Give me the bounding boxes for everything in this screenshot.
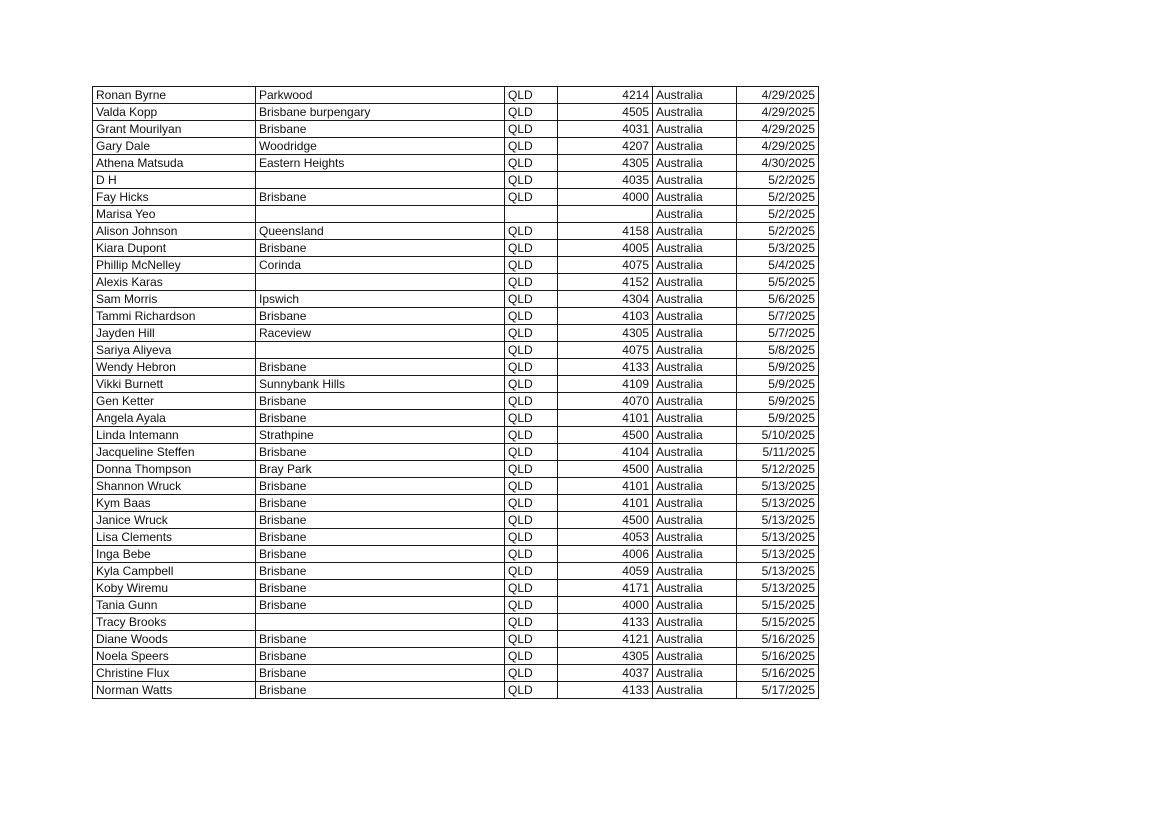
- state-cell: QLD: [505, 563, 558, 580]
- city-cell: Brisbane: [256, 121, 505, 138]
- name-cell: Janice Wruck: [93, 512, 256, 529]
- name-cell: Sariya Aliyeva: [93, 342, 256, 359]
- country-cell: Australia: [653, 325, 737, 342]
- state-cell: QLD: [505, 138, 558, 155]
- city-cell: Brisbane: [256, 529, 505, 546]
- name-cell: Marisa Yeo: [93, 206, 256, 223]
- table-row: [93, 512, 819, 529]
- table-row: [93, 104, 819, 121]
- table-row: [93, 597, 819, 614]
- table-row: [93, 614, 819, 631]
- date-cell: 5/16/2025: [737, 631, 819, 648]
- country-cell: Australia: [653, 189, 737, 206]
- postcode-cell: 4214: [558, 87, 653, 104]
- table-row: [93, 682, 819, 699]
- city-cell: Brisbane: [256, 665, 505, 682]
- country-cell: Australia: [653, 580, 737, 597]
- city-cell: Parkwood: [256, 87, 505, 104]
- city-cell: Brisbane: [256, 393, 505, 410]
- name-cell: Athena Matsuda: [93, 155, 256, 172]
- date-cell: 5/2/2025: [737, 189, 819, 206]
- country-cell: Australia: [653, 291, 737, 308]
- name-cell: Koby Wiremu: [93, 580, 256, 597]
- table-row: [93, 665, 819, 682]
- table-row: [93, 325, 819, 342]
- city-cell: [256, 172, 505, 189]
- table-row: [93, 87, 819, 104]
- name-cell: Linda Intemann: [93, 427, 256, 444]
- state-cell: QLD: [505, 342, 558, 359]
- postcode-cell: 4133: [558, 682, 653, 699]
- country-cell: Australia: [653, 240, 737, 257]
- postcode-cell: 4035: [558, 172, 653, 189]
- state-cell: QLD: [505, 648, 558, 665]
- table-row: [93, 427, 819, 444]
- postcode-cell: 4133: [558, 359, 653, 376]
- postcode-cell: 4053: [558, 529, 653, 546]
- postcode-cell: 4031: [558, 121, 653, 138]
- city-cell: Brisbane: [256, 563, 505, 580]
- table-row: [93, 529, 819, 546]
- city-cell: [256, 206, 505, 223]
- date-cell: 4/29/2025: [737, 87, 819, 104]
- name-cell: Angela Ayala: [93, 410, 256, 427]
- table-row: [93, 240, 819, 257]
- table-row: [93, 308, 819, 325]
- table-body: [93, 87, 819, 699]
- city-cell: Queensland: [256, 223, 505, 240]
- state-cell: QLD: [505, 257, 558, 274]
- date-cell: 5/11/2025: [737, 444, 819, 461]
- table-row: [93, 410, 819, 427]
- name-cell: Kyla Campbell: [93, 563, 256, 580]
- country-cell: Australia: [653, 597, 737, 614]
- name-cell: Kiara Dupont: [93, 240, 256, 257]
- name-cell: D H: [93, 172, 256, 189]
- postcode-cell: 4133: [558, 614, 653, 631]
- name-cell: Noela Speers: [93, 648, 256, 665]
- country-cell: Australia: [653, 274, 737, 291]
- city-cell: Ipswich: [256, 291, 505, 308]
- date-cell: 4/29/2025: [737, 104, 819, 121]
- city-cell: Woodridge: [256, 138, 505, 155]
- city-cell: Eastern Heights: [256, 155, 505, 172]
- date-cell: 5/13/2025: [737, 478, 819, 495]
- date-cell: 5/15/2025: [737, 614, 819, 631]
- postcode-cell: [558, 206, 653, 223]
- postcode-cell: 4101: [558, 478, 653, 495]
- registrant-table: [92, 86, 819, 699]
- country-cell: Australia: [653, 121, 737, 138]
- city-cell: Brisbane: [256, 631, 505, 648]
- city-cell: Brisbane: [256, 597, 505, 614]
- table-row: [93, 206, 819, 223]
- name-cell: Lisa Clements: [93, 529, 256, 546]
- state-cell: QLD: [505, 495, 558, 512]
- table-row: [93, 359, 819, 376]
- date-cell: 5/16/2025: [737, 648, 819, 665]
- table-row: [93, 546, 819, 563]
- state-cell: QLD: [505, 325, 558, 342]
- state-cell: QLD: [505, 87, 558, 104]
- state-cell: QLD: [505, 427, 558, 444]
- table-row: [93, 444, 819, 461]
- date-cell: 5/12/2025: [737, 461, 819, 478]
- table-row: [93, 274, 819, 291]
- city-cell: Brisbane: [256, 495, 505, 512]
- name-cell: Shannon Wruck: [93, 478, 256, 495]
- date-cell: 4/29/2025: [737, 121, 819, 138]
- date-cell: 4/30/2025: [737, 155, 819, 172]
- name-cell: Grant Mourilyan: [93, 121, 256, 138]
- city-cell: Brisbane: [256, 444, 505, 461]
- name-cell: Donna Thompson: [93, 461, 256, 478]
- city-cell: Bray Park: [256, 461, 505, 478]
- table-row: [93, 138, 819, 155]
- city-cell: Corinda: [256, 257, 505, 274]
- postcode-cell: 4075: [558, 257, 653, 274]
- date-cell: 5/17/2025: [737, 682, 819, 699]
- name-cell: Gary Dale: [93, 138, 256, 155]
- country-cell: Australia: [653, 138, 737, 155]
- city-cell: Brisbane: [256, 478, 505, 495]
- state-cell: QLD: [505, 393, 558, 410]
- country-cell: Australia: [653, 393, 737, 410]
- postcode-cell: 4152: [558, 274, 653, 291]
- city-cell: Sunnybank Hills: [256, 376, 505, 393]
- name-cell: Jacqueline Steffen: [93, 444, 256, 461]
- country-cell: Australia: [653, 359, 737, 376]
- city-cell: [256, 274, 505, 291]
- country-cell: Australia: [653, 376, 737, 393]
- country-cell: Australia: [653, 257, 737, 274]
- date-cell: 5/9/2025: [737, 410, 819, 427]
- city-cell: Brisbane: [256, 512, 505, 529]
- city-cell: Brisbane: [256, 308, 505, 325]
- table-row: [93, 257, 819, 274]
- country-cell: Australia: [653, 563, 737, 580]
- date-cell: 5/2/2025: [737, 223, 819, 240]
- name-cell: Tracy Brooks: [93, 614, 256, 631]
- date-cell: 5/13/2025: [737, 546, 819, 563]
- postcode-cell: 4500: [558, 461, 653, 478]
- country-cell: Australia: [653, 104, 737, 121]
- state-cell: QLD: [505, 376, 558, 393]
- postcode-cell: 4000: [558, 597, 653, 614]
- postcode-cell: 4005: [558, 240, 653, 257]
- date-cell: 5/13/2025: [737, 512, 819, 529]
- name-cell: Valda Kopp: [93, 104, 256, 121]
- state-cell: QLD: [505, 189, 558, 206]
- name-cell: Fay Hicks: [93, 189, 256, 206]
- state-cell: QLD: [505, 461, 558, 478]
- table-row: [93, 291, 819, 308]
- date-cell: 5/13/2025: [737, 563, 819, 580]
- date-cell: 5/15/2025: [737, 597, 819, 614]
- country-cell: Australia: [653, 461, 737, 478]
- city-cell: Brisbane: [256, 648, 505, 665]
- country-cell: Australia: [653, 308, 737, 325]
- date-cell: 5/5/2025: [737, 274, 819, 291]
- postcode-cell: 4075: [558, 342, 653, 359]
- name-cell: Jayden Hill: [93, 325, 256, 342]
- country-cell: Australia: [653, 682, 737, 699]
- state-cell: QLD: [505, 240, 558, 257]
- table-row: [93, 189, 819, 206]
- table-row: [93, 342, 819, 359]
- name-cell: Vikki Burnett: [93, 376, 256, 393]
- city-cell: Brisbane: [256, 682, 505, 699]
- table-row: [93, 631, 819, 648]
- city-cell: Brisbane: [256, 410, 505, 427]
- state-cell: QLD: [505, 665, 558, 682]
- state-cell: QLD: [505, 410, 558, 427]
- date-cell: 5/8/2025: [737, 342, 819, 359]
- table-row: [93, 648, 819, 665]
- country-cell: Australia: [653, 614, 737, 631]
- postcode-cell: 4070: [558, 393, 653, 410]
- date-cell: 5/13/2025: [737, 529, 819, 546]
- postcode-cell: 4121: [558, 631, 653, 648]
- name-cell: Wendy Hebron: [93, 359, 256, 376]
- date-cell: 5/9/2025: [737, 376, 819, 393]
- table-row: [93, 223, 819, 240]
- postcode-cell: 4158: [558, 223, 653, 240]
- country-cell: Australia: [653, 665, 737, 682]
- state-cell: QLD: [505, 121, 558, 138]
- city-cell: Brisbane: [256, 580, 505, 597]
- state-cell: QLD: [505, 155, 558, 172]
- postcode-cell: 4037: [558, 665, 653, 682]
- country-cell: Australia: [653, 342, 737, 359]
- country-cell: Australia: [653, 155, 737, 172]
- state-cell: QLD: [505, 308, 558, 325]
- postcode-cell: 4305: [558, 325, 653, 342]
- name-cell: Phillip McNelley: [93, 257, 256, 274]
- postcode-cell: 4500: [558, 512, 653, 529]
- state-cell: QLD: [505, 172, 558, 189]
- country-cell: Australia: [653, 648, 737, 665]
- date-cell: 5/4/2025: [737, 257, 819, 274]
- name-cell: Tania Gunn: [93, 597, 256, 614]
- date-cell: 5/2/2025: [737, 172, 819, 189]
- state-cell: QLD: [505, 104, 558, 121]
- city-cell: Brisbane: [256, 240, 505, 257]
- table-row: [93, 478, 819, 495]
- table-row: [93, 155, 819, 172]
- date-cell: 5/6/2025: [737, 291, 819, 308]
- date-cell: 5/7/2025: [737, 308, 819, 325]
- postcode-cell: 4505: [558, 104, 653, 121]
- table-row: [93, 376, 819, 393]
- state-cell: QLD: [505, 529, 558, 546]
- state-cell: QLD: [505, 478, 558, 495]
- name-cell: Kym Baas: [93, 495, 256, 512]
- date-cell: 5/13/2025: [737, 495, 819, 512]
- state-cell: QLD: [505, 274, 558, 291]
- name-cell: Tammi Richardson: [93, 308, 256, 325]
- postcode-cell: 4059: [558, 563, 653, 580]
- state-cell: QLD: [505, 631, 558, 648]
- postcode-cell: 4207: [558, 138, 653, 155]
- city-cell: Brisbane: [256, 359, 505, 376]
- country-cell: Australia: [653, 546, 737, 563]
- name-cell: Sam Morris: [93, 291, 256, 308]
- state-cell: QLD: [505, 682, 558, 699]
- country-cell: Australia: [653, 495, 737, 512]
- postcode-cell: 4109: [558, 376, 653, 393]
- postcode-cell: 4101: [558, 410, 653, 427]
- country-cell: Australia: [653, 410, 737, 427]
- country-cell: Australia: [653, 631, 737, 648]
- date-cell: 5/16/2025: [737, 665, 819, 682]
- postcode-cell: 4104: [558, 444, 653, 461]
- postcode-cell: 4171: [558, 580, 653, 597]
- postcode-cell: 4500: [558, 427, 653, 444]
- state-cell: QLD: [505, 444, 558, 461]
- postcode-cell: 4304: [558, 291, 653, 308]
- country-cell: Australia: [653, 444, 737, 461]
- postcode-cell: 4305: [558, 648, 653, 665]
- state-cell: QLD: [505, 291, 558, 308]
- date-cell: 5/3/2025: [737, 240, 819, 257]
- postcode-cell: 4305: [558, 155, 653, 172]
- state-cell: QLD: [505, 614, 558, 631]
- state-cell: [505, 206, 558, 223]
- country-cell: Australia: [653, 529, 737, 546]
- name-cell: Alexis Karas: [93, 274, 256, 291]
- city-cell: Brisbane: [256, 189, 505, 206]
- name-cell: Norman Watts: [93, 682, 256, 699]
- city-cell: Raceview: [256, 325, 505, 342]
- name-cell: Ronan Byrne: [93, 87, 256, 104]
- table-row: [93, 172, 819, 189]
- city-cell: [256, 342, 505, 359]
- state-cell: QLD: [505, 597, 558, 614]
- postcode-cell: 4103: [558, 308, 653, 325]
- city-cell: [256, 614, 505, 631]
- postcode-cell: 4101: [558, 495, 653, 512]
- name-cell: Alison Johnson: [93, 223, 256, 240]
- table-row: [93, 563, 819, 580]
- date-cell: 5/9/2025: [737, 359, 819, 376]
- city-cell: Brisbane burpengary: [256, 104, 505, 121]
- country-cell: Australia: [653, 87, 737, 104]
- country-cell: Australia: [653, 427, 737, 444]
- date-cell: 5/2/2025: [737, 206, 819, 223]
- state-cell: QLD: [505, 512, 558, 529]
- state-cell: QLD: [505, 580, 558, 597]
- table-row: [93, 461, 819, 478]
- country-cell: Australia: [653, 223, 737, 240]
- postcode-cell: 4000: [558, 189, 653, 206]
- country-cell: Australia: [653, 478, 737, 495]
- postcode-cell: 4006: [558, 546, 653, 563]
- date-cell: 5/10/2025: [737, 427, 819, 444]
- table-row: [93, 580, 819, 597]
- city-cell: Strathpine: [256, 427, 505, 444]
- name-cell: Gen Ketter: [93, 393, 256, 410]
- date-cell: 5/7/2025: [737, 325, 819, 342]
- country-cell: Australia: [653, 512, 737, 529]
- table-row: [93, 121, 819, 138]
- name-cell: Christine Flux: [93, 665, 256, 682]
- state-cell: QLD: [505, 223, 558, 240]
- country-cell: Australia: [653, 206, 737, 223]
- state-cell: QLD: [505, 359, 558, 376]
- table-row: [93, 393, 819, 410]
- country-cell: Australia: [653, 172, 737, 189]
- date-cell: 4/29/2025: [737, 138, 819, 155]
- city-cell: Brisbane: [256, 546, 505, 563]
- name-cell: Diane Woods: [93, 631, 256, 648]
- state-cell: QLD: [505, 546, 558, 563]
- date-cell: 5/9/2025: [737, 393, 819, 410]
- table-row: [93, 495, 819, 512]
- name-cell: Inga Bebe: [93, 546, 256, 563]
- date-cell: 5/13/2025: [737, 580, 819, 597]
